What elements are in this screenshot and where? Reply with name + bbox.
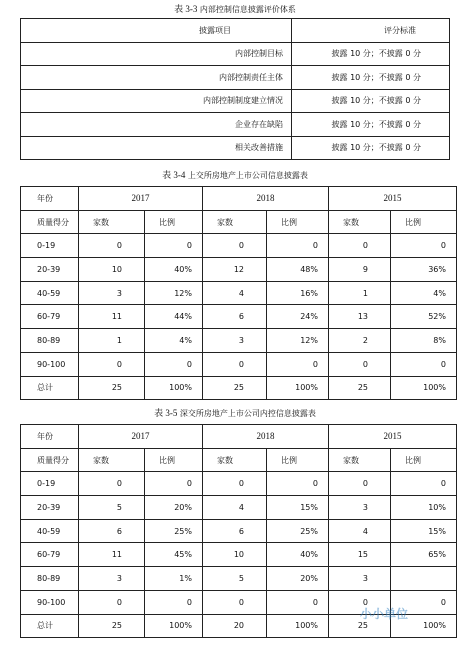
count-cell: 25 [79, 614, 145, 638]
count-cell: 0 [329, 472, 391, 496]
ratio-cell: 0 [391, 590, 457, 614]
item-cell: 内部控制责任主体 [21, 66, 292, 90]
count-cell: 25 [79, 376, 145, 400]
year-header-row [21, 425, 457, 449]
table-row [21, 472, 457, 496]
score-cell: 披露 10 分；不披露 0 分 [292, 89, 450, 113]
item-cell: 企业存在缺陷 [21, 113, 292, 137]
table-header-row [21, 19, 450, 43]
score-cell: 披露 10 分；不披露 0 分 [292, 42, 450, 66]
score-cell: 披露 10 分；不披露 0 分 [292, 66, 450, 90]
ratio-cell: 40% [145, 258, 203, 282]
count-cell: 11 [79, 305, 145, 329]
ratio-cell: 15% [267, 496, 329, 520]
ratio-label: 比例 [267, 210, 329, 234]
sub-header-row [21, 448, 457, 472]
table-row [21, 519, 457, 543]
header-cell: 评分标准 [292, 19, 450, 43]
count-cell: 3 [329, 567, 391, 591]
count-cell: 0 [329, 234, 391, 258]
table-row [21, 496, 457, 520]
count-cell: 25 [329, 614, 391, 638]
year-header-row [21, 187, 457, 211]
score-range-cell: 40-59 [21, 281, 79, 305]
ratio-cell [391, 567, 457, 591]
count-cell: 0 [79, 352, 145, 376]
count-label: 家数 [79, 448, 145, 472]
ratio-cell: 100% [391, 376, 457, 400]
count-cell: 13 [329, 305, 391, 329]
table-3-5-title: 深交所房地产上市公司内控信息披露表 [179, 409, 316, 418]
score-cell: 披露 10 分；不披露 0 分 [292, 136, 450, 160]
table-row [21, 567, 457, 591]
score-label: 质量得分 [21, 448, 79, 472]
year-2015: 2015 [329, 187, 457, 211]
ratio-cell: 44% [145, 305, 203, 329]
ratio-cell: 12% [267, 329, 329, 353]
score-label: 质量得分 [21, 210, 79, 234]
table-row [21, 258, 457, 282]
count-cell: 0 [329, 352, 391, 376]
ratio-cell: 8% [391, 329, 457, 353]
ratio-cell: 40% [267, 543, 329, 567]
score-range-cell: 90-100 [21, 352, 79, 376]
watermark-logo: 小小单位 [360, 607, 409, 621]
count-cell: 5 [79, 496, 145, 520]
count-cell: 12 [203, 258, 267, 282]
ratio-cell: 0 [145, 234, 203, 258]
score-range-cell: 80-89 [21, 567, 79, 591]
table-row [21, 543, 457, 567]
ratio-cell: 45% [145, 543, 203, 567]
count-cell: 1 [329, 281, 391, 305]
ratio-cell: 0 [145, 590, 203, 614]
sub-header-row [21, 210, 457, 234]
ratio-cell: 100% [145, 376, 203, 400]
ratio-cell: 0 [391, 352, 457, 376]
count-cell: 1 [79, 329, 145, 353]
table-row [21, 234, 457, 258]
table-3-3-title: 内部控制信息披露评价体系 [199, 5, 296, 14]
ratio-cell: 0 [267, 472, 329, 496]
ratio-cell: 25% [145, 519, 203, 543]
count-label: 家数 [79, 210, 145, 234]
table-row [21, 66, 450, 90]
count-cell: 11 [79, 543, 145, 567]
count-label: 家数 [329, 210, 391, 234]
count-cell: 6 [79, 519, 145, 543]
ratio-cell: 100% [145, 614, 203, 638]
score-range-cell: 60-79 [21, 305, 79, 329]
item-cell: 内部控制目标 [21, 42, 292, 66]
count-cell: 10 [79, 258, 145, 282]
count-cell: 6 [203, 519, 267, 543]
table-row [21, 376, 457, 400]
count-cell: 9 [329, 258, 391, 282]
count-cell: 0 [203, 352, 267, 376]
year-2018: 2018 [203, 425, 329, 449]
score-range-cell: 0-19 [21, 472, 79, 496]
score-cell: 披露 10 分；不披露 0 分 [292, 113, 450, 137]
table-row [21, 42, 450, 66]
ratio-cell: 0 [391, 472, 457, 496]
table-row [21, 136, 450, 160]
table-3-4 [20, 186, 457, 400]
count-cell: 3 [203, 329, 267, 353]
table-row [21, 281, 457, 305]
ratio-cell: 4% [391, 281, 457, 305]
year-2018: 2018 [203, 187, 329, 211]
table-row [21, 89, 450, 113]
score-range-cell: 90-100 [21, 590, 79, 614]
year-2017: 2017 [79, 187, 203, 211]
count-cell: 0 [79, 590, 145, 614]
table-row [21, 305, 457, 329]
table-3-5-number: 表 3-5 [154, 408, 178, 418]
ratio-cell: 0 [267, 352, 329, 376]
score-range-cell: 80-89 [21, 329, 79, 353]
score-range-cell: 总计 [21, 376, 79, 400]
table-3-3-number: 表 3-3 [174, 4, 198, 14]
ratio-cell: 0 [145, 472, 203, 496]
ratio-cell: 15% [391, 519, 457, 543]
table-3-4-caption [0, 170, 470, 181]
count-cell: 0 [203, 234, 267, 258]
count-cell: 10 [203, 543, 267, 567]
table-3-5-caption [0, 408, 470, 419]
item-cell: 相关改善措施 [21, 136, 292, 160]
count-cell: 3 [79, 567, 145, 591]
ratio-label: 比例 [145, 448, 203, 472]
ratio-cell: 10% [391, 496, 457, 520]
ratio-cell: 48% [267, 258, 329, 282]
ratio-cell: 1% [145, 567, 203, 591]
ratio-cell: 24% [267, 305, 329, 329]
count-cell: 4 [203, 496, 267, 520]
count-cell: 3 [79, 281, 145, 305]
count-cell: 4 [203, 281, 267, 305]
score-range-cell: 60-79 [21, 543, 79, 567]
item-cell: 内部控制制度建立情况 [21, 89, 292, 113]
score-range-cell: 40-59 [21, 519, 79, 543]
count-label: 家数 [329, 448, 391, 472]
ratio-label: 比例 [145, 210, 203, 234]
table-row [21, 113, 450, 137]
count-cell: 0 [79, 234, 145, 258]
count-cell: 15 [329, 543, 391, 567]
score-range-cell: 总计 [21, 614, 79, 638]
count-cell: 25 [203, 376, 267, 400]
ratio-cell: 20% [267, 567, 329, 591]
count-cell: 6 [203, 305, 267, 329]
ratio-cell: 16% [267, 281, 329, 305]
score-range-cell: 0-19 [21, 234, 79, 258]
count-cell: 20 [203, 614, 267, 638]
score-range-cell: 20-39 [21, 258, 79, 282]
table-row [21, 352, 457, 376]
ratio-cell: 100% [267, 376, 329, 400]
ratio-cell: 0 [145, 352, 203, 376]
ratio-label: 比例 [391, 448, 457, 472]
count-cell: 0 [203, 590, 267, 614]
count-cell: 4 [329, 519, 391, 543]
header-cell: 披露项目 [21, 19, 292, 43]
year-2017: 2017 [79, 425, 203, 449]
ratio-cell: 25% [267, 519, 329, 543]
ratio-cell: 100% [267, 614, 329, 638]
ratio-cell: 36% [391, 258, 457, 282]
ratio-label: 比例 [391, 210, 457, 234]
ratio-label: 比例 [267, 448, 329, 472]
table-row [21, 329, 457, 353]
ratio-cell: 100% [391, 614, 457, 638]
count-cell: 2 [329, 329, 391, 353]
ratio-cell: 65% [391, 543, 457, 567]
table-3-3 [20, 18, 450, 160]
ratio-cell: 20% [145, 496, 203, 520]
count-cell: 25 [329, 376, 391, 400]
ratio-cell: 0 [267, 234, 329, 258]
count-cell: 3 [329, 496, 391, 520]
count-cell: 0 [329, 590, 391, 614]
count-label: 家数 [203, 448, 267, 472]
year-label: 年份 [21, 425, 79, 449]
ratio-cell: 12% [145, 281, 203, 305]
year-label: 年份 [21, 187, 79, 211]
ratio-cell: 4% [145, 329, 203, 353]
table-3-4-title: 上交所房地产上市公司信息披露表 [187, 171, 308, 180]
count-cell: 0 [203, 472, 267, 496]
table-3-4-number: 表 3-4 [162, 170, 186, 180]
count-cell: 0 [79, 472, 145, 496]
count-label: 家数 [203, 210, 267, 234]
ratio-cell: 0 [391, 234, 457, 258]
table-3-3-caption [0, 4, 470, 15]
year-2015: 2015 [329, 425, 457, 449]
ratio-cell: 0 [267, 590, 329, 614]
ratio-cell: 52% [391, 305, 457, 329]
score-range-cell: 20-39 [21, 496, 79, 520]
count-cell: 5 [203, 567, 267, 591]
